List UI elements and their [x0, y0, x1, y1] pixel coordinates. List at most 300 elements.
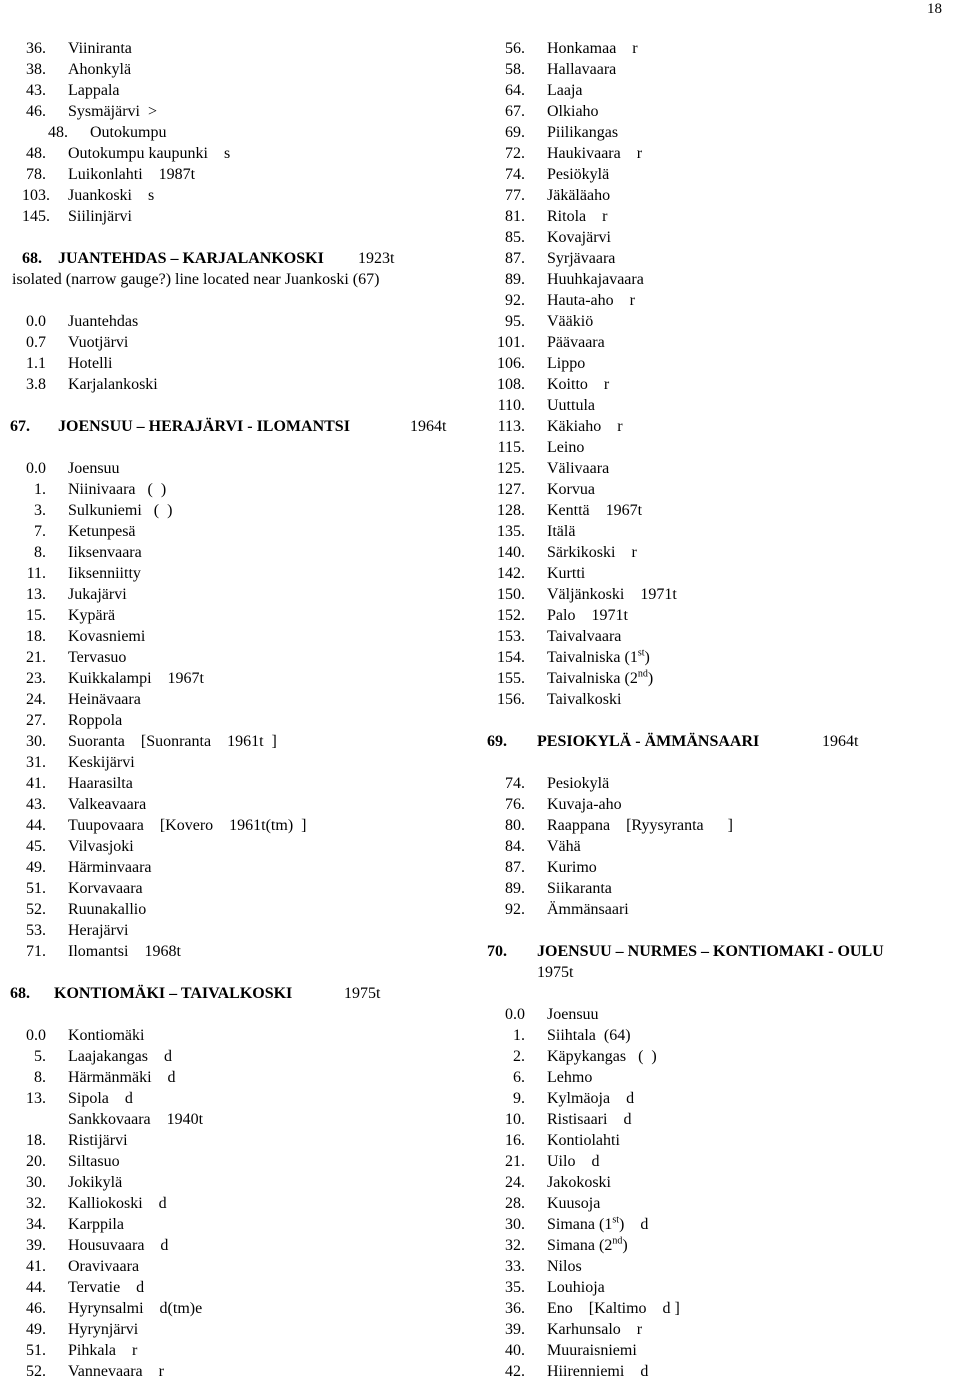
list-item: [487, 899, 947, 920]
station-number: 67.: [505, 103, 525, 120]
list-item: [487, 1088, 947, 1109]
station-name-text: Iiksenvaara: [68, 544, 142, 561]
station-name: [547, 689, 621, 710]
station-name: [68, 1025, 144, 1046]
station-number: 43.: [26, 82, 46, 99]
station-number: 0.7: [26, 334, 46, 351]
station-number: 140.: [497, 544, 525, 561]
station-name-text: Sankkovaara 1940t: [68, 1111, 204, 1128]
station-name-text: Lippo: [547, 355, 586, 372]
station-number: 38.: [26, 61, 46, 78]
list-item: [22, 1067, 472, 1088]
list-item: [487, 1277, 947, 1298]
station-name: [68, 143, 230, 164]
station-name-text: Kontiomäki: [68, 1027, 145, 1044]
list-item: [22, 1319, 472, 1340]
list-item: [487, 1340, 947, 1361]
station-number: 0.0: [26, 460, 46, 477]
station-name-text: Haukivaara r: [547, 145, 643, 162]
station-name-text: Vuotjärvi: [68, 334, 129, 351]
station-number: 0.0: [505, 1006, 525, 1023]
list-item: [22, 920, 472, 941]
station-number: 76.: [505, 796, 525, 813]
station-number: 153.: [497, 628, 525, 645]
station-name: [68, 80, 120, 101]
list-item: [487, 1298, 947, 1319]
station-name: [547, 143, 642, 164]
station-number: 11.: [26, 565, 46, 582]
station-name: [547, 353, 585, 374]
section-number: 68.: [10, 985, 30, 1002]
list-item: [487, 1256, 947, 1277]
station-name-text: Ristijärvi: [68, 1132, 128, 1149]
station-name: [68, 521, 136, 542]
station-name-text: Housuvaara d: [68, 1237, 169, 1254]
station-name: [90, 122, 166, 143]
station-name-text: Niinivaara ( ): [68, 481, 167, 498]
station-name-text: Lehmo: [547, 1069, 593, 1086]
list-item: [22, 710, 472, 731]
station-name-text: Päävaara: [547, 334, 605, 351]
list-item: [487, 647, 947, 668]
station-number: 1.: [513, 1027, 525, 1044]
list-item: [487, 122, 947, 143]
list-item: [487, 479, 947, 500]
station-name-text: Kurtti: [547, 565, 586, 582]
list-item: [487, 1172, 947, 1193]
station-number: 39.: [505, 1321, 525, 1338]
station-name: [547, 542, 637, 563]
section-heading-68b: [10, 983, 472, 1004]
station-number: 154.: [497, 649, 525, 666]
section-number: 68.: [22, 250, 42, 267]
station-name-text: Eno [Kaltimo d ]: [547, 1300, 680, 1317]
station-number: 34.: [26, 1216, 46, 1233]
station-name-text: Outokumpu kaupunki s: [68, 145, 231, 162]
station-number: 46.: [26, 1300, 46, 1317]
station-number: 43.: [26, 796, 46, 813]
station-name: [547, 647, 650, 668]
station-name: [547, 1172, 611, 1193]
left-column: [10, 38, 472, 1382]
station-number: 20.: [26, 1153, 46, 1170]
station-name: [547, 794, 622, 815]
station-name-text: Kurimo: [547, 859, 597, 876]
list-item: [22, 1340, 472, 1361]
station-name-text: Jukajärvi: [68, 586, 127, 603]
station-number: 27.: [26, 712, 46, 729]
section-title: JOENSUU – NURMES – KONTIOMAKI - OULU: [537, 943, 884, 960]
list-item: [22, 731, 472, 752]
station-number: 45.: [26, 838, 46, 855]
station-name-text: Hiirenniemi d: [547, 1363, 649, 1380]
station-name-text: Valkeavaara: [68, 796, 147, 813]
station-name: [68, 920, 128, 941]
station-name: [547, 1004, 599, 1025]
station-name-text: Siltasuo: [68, 1153, 120, 1170]
station-name: [547, 437, 584, 458]
station-number: 89.: [505, 880, 525, 897]
station-number: 32.: [505, 1237, 525, 1254]
station-name: [547, 227, 611, 248]
station-number: 46.: [26, 103, 46, 120]
station-name-text: Palo 1971t: [547, 607, 628, 624]
list-item: [22, 815, 472, 836]
station-name-text: Syrjävaara: [547, 250, 616, 267]
station-number: 8.: [34, 1069, 46, 1086]
station-name: [68, 164, 195, 185]
list-item: [22, 1361, 472, 1382]
station-number: 31.: [26, 754, 46, 771]
station-name: [68, 1046, 172, 1067]
station-name: [547, 1319, 642, 1340]
station-name-text: Luikonlahti 1987t: [68, 166, 196, 183]
station-name-text: Ilomantsi 1968t: [68, 943, 181, 960]
station-name-text: Ämmänsaari: [547, 901, 629, 918]
station-name-text: Tuupovaara [Kovero 1961t(tm) ]: [68, 817, 307, 834]
list-item: [22, 668, 472, 689]
station-name-text: Sulkuniemi ( ): [68, 502, 173, 519]
station-number: 5.: [34, 1048, 46, 1065]
list-item: [22, 1151, 472, 1172]
list-item: [487, 542, 947, 563]
station-name: [547, 563, 585, 584]
station-name-text: Hallavaara: [547, 61, 617, 78]
station-name-text: Kalliokoski d: [68, 1195, 167, 1212]
station-name-text: Jäkäläaho: [547, 187, 611, 204]
station-name: [68, 584, 127, 605]
station-name-text: Kuvaja-aho: [547, 796, 622, 813]
station-name-text: Vääkiö: [547, 313, 594, 330]
station-number: 127.: [497, 481, 525, 498]
station-number: 113.: [497, 418, 525, 435]
station-number: 95.: [505, 313, 525, 330]
station-number: 1.: [34, 481, 46, 498]
station-number: 13.: [26, 1090, 46, 1107]
station-name-text: Muuraisniemi: [547, 1342, 637, 1359]
list-item: [22, 1130, 472, 1151]
station-name: [547, 374, 609, 395]
station-number: 42.: [505, 1363, 525, 1380]
station-name-text: Nilos: [547, 1258, 582, 1275]
station-name: [547, 101, 599, 122]
section-title: JUANTEHDAS – KARJALANKOSKI: [58, 250, 324, 267]
station-name: [547, 164, 609, 185]
list-item: [487, 500, 947, 521]
station-number: 36.: [26, 40, 46, 57]
station-name: [68, 731, 277, 752]
station-name: [68, 878, 143, 899]
station-name: [547, 122, 618, 143]
station-name: [68, 542, 142, 563]
station-number: 48.: [26, 145, 46, 162]
station-name-text: Iiksenniitty: [68, 565, 141, 582]
station-number: 69.: [505, 124, 525, 141]
station-name: [68, 941, 181, 962]
station-name-text: Kuusoja: [547, 1195, 601, 1212]
station-name-text: Leino: [547, 439, 585, 456]
station-number: 51.: [26, 880, 46, 897]
station-name: [68, 1319, 138, 1340]
list-item: [487, 164, 947, 185]
station-number: 49.: [26, 859, 46, 876]
station-name: [547, 584, 677, 605]
station-name: [547, 773, 609, 794]
list-item: [22, 584, 472, 605]
station-name: [547, 857, 597, 878]
station-name-text: Taivalvaara: [547, 628, 622, 645]
list-item: [22, 374, 472, 395]
list-item: [487, 59, 947, 80]
station-number: 103.: [22, 187, 50, 204]
station-number: 58.: [505, 61, 525, 78]
station-number: 87.: [505, 859, 525, 876]
ordinal-suffix: nd: [612, 1235, 623, 1247]
station-name-text: Jakokoski: [547, 1174, 611, 1191]
page-number: 18: [927, 1, 942, 17]
list-item: [487, 857, 947, 878]
station-name: [68, 668, 204, 689]
station-name-text: Käkiaho r: [547, 418, 623, 435]
station-name: [68, 1172, 122, 1193]
station-name-text: Kovasniemi: [68, 628, 146, 645]
list-item: [22, 1298, 472, 1319]
station-number: 9.: [513, 1090, 525, 1107]
station-number: 155.: [497, 670, 525, 687]
list-item: [487, 80, 947, 101]
station-name-text: Jokikylä: [68, 1174, 123, 1191]
station-name: [547, 1109, 631, 1130]
station-name: [547, 395, 595, 416]
station-number: 142.: [497, 565, 525, 582]
station-number: 30.: [26, 1174, 46, 1191]
station-name: [68, 374, 158, 395]
right-column: [487, 38, 947, 1382]
station-name-text: Joensuu: [68, 460, 120, 477]
list-item: [22, 38, 472, 59]
station-number: 8.: [34, 544, 46, 561]
station-name-text: Ketunpesä: [68, 523, 136, 540]
list-item: [22, 311, 472, 332]
station-number: 40.: [505, 1342, 525, 1359]
station-name-text: Louhioja: [547, 1279, 605, 1296]
station-name: [68, 59, 131, 80]
list-item: [22, 752, 472, 773]
station-name: [547, 1088, 634, 1109]
station-name: [547, 1214, 648, 1235]
station-name: [547, 1235, 628, 1256]
list-item: [487, 1361, 947, 1382]
station-name-text: Kypärä: [68, 607, 116, 624]
ordinal-suffix: nd: [637, 668, 648, 680]
list-item: [487, 1109, 947, 1130]
station-number: 77.: [505, 187, 525, 204]
station-name: [68, 38, 132, 59]
station-name: [547, 290, 635, 311]
station-number: 135.: [497, 523, 525, 540]
station-number: 156.: [497, 691, 525, 708]
station-name-text: Heinävaara: [68, 691, 141, 708]
station-name-text: Kontiolahti: [547, 1132, 620, 1149]
section-heading-67: [10, 416, 472, 437]
station-number: 10.: [505, 1111, 525, 1128]
list-item: [487, 521, 947, 542]
station-name-text: Välivaara: [547, 460, 610, 477]
station-name-text: Ruunakallio: [68, 901, 147, 918]
list-item: [22, 626, 472, 647]
station-number: 13.: [26, 586, 46, 603]
station-number: 6.: [513, 1069, 525, 1086]
list-item: [487, 437, 947, 458]
station-number: 52.: [26, 901, 46, 918]
station-name-text: Laaja: [547, 82, 583, 99]
list-item: [22, 458, 472, 479]
station-name-text: Ahonkylä: [68, 61, 132, 78]
section-year: 1975t: [344, 985, 381, 1002]
list-item: [487, 1025, 947, 1046]
list-item: [487, 836, 947, 857]
list-item: [487, 458, 947, 479]
station-number: 108.: [497, 376, 525, 393]
station-name-text: Uilo d: [547, 1153, 600, 1170]
station-name: [68, 1193, 167, 1214]
station-number: 115.: [497, 439, 525, 456]
station-number: 81.: [505, 208, 525, 225]
station-name: [68, 1298, 202, 1319]
station-name-text: Olkiaho: [547, 103, 599, 120]
station-name-text: Pesiökylä: [547, 166, 610, 183]
station-name: [68, 332, 128, 353]
list-item: [22, 941, 472, 962]
station-name: [68, 206, 132, 227]
station-name-suffix: ): [647, 670, 654, 687]
station-name-text: Sysmäjärvi >: [68, 103, 158, 120]
station-name: [547, 248, 615, 269]
list-item: [22, 479, 472, 500]
station-name-text: Uuttula: [547, 397, 595, 414]
station-name-text: Haarasilta: [68, 775, 133, 792]
station-number: 128.: [497, 502, 525, 519]
station-name-text: Roppola: [68, 712, 123, 729]
list-item: [22, 353, 472, 374]
station-name: [547, 626, 621, 647]
station-number: 78.: [26, 166, 46, 183]
station-name: [68, 458, 120, 479]
station-name-text: Juankoski s: [68, 187, 155, 204]
station-number: 32.: [26, 1195, 46, 1212]
station-name-text: Sipola d: [68, 1090, 133, 1107]
station-name-text: Taivalniska (2: [547, 670, 638, 687]
station-name: [68, 185, 154, 206]
station-number: 41.: [26, 1258, 46, 1275]
station-name: [547, 899, 629, 920]
station-number: 80.: [505, 817, 525, 834]
station-name: [68, 605, 115, 626]
station-name: [547, 815, 733, 836]
station-name: [68, 1277, 144, 1298]
station-name-text: Honkamaa r: [547, 40, 638, 57]
station-number: 106.: [497, 355, 525, 372]
list-item: [487, 626, 947, 647]
list-item: [22, 164, 472, 185]
station-name: [547, 38, 638, 59]
section-year: 1923t: [358, 250, 395, 267]
station-name-text: Tervasuo: [68, 649, 127, 666]
station-name-suffix: ): [644, 649, 650, 666]
station-name: [68, 836, 134, 857]
section-heading-70: [487, 941, 947, 962]
station-name-text: Väljänkoski 1971t: [547, 586, 677, 603]
station-name: [547, 1067, 592, 1088]
station-name: [547, 1025, 631, 1046]
station-list-b: [487, 38, 947, 710]
list-item: [22, 542, 472, 563]
station-name: [547, 80, 583, 101]
station-number: 35.: [505, 1279, 525, 1296]
list-item: [22, 185, 472, 206]
station-name: [547, 878, 612, 899]
station-list-67: [22, 458, 472, 962]
section-note: isolated (narrow gauge?) line located near Juankoski (67): [12, 271, 380, 288]
list-item: [22, 605, 472, 626]
station-number: 64.: [505, 82, 525, 99]
station-name: [68, 1214, 124, 1235]
station-name-text: Viiniranta: [68, 40, 132, 57]
station-name-text: Härmänmäki d: [68, 1069, 176, 1086]
station-name: [547, 1256, 582, 1277]
list-item: [487, 395, 947, 416]
station-name-text: Oravivaara: [68, 1258, 140, 1275]
station-name: [68, 1340, 137, 1361]
list-item: [487, 185, 947, 206]
station-name-text: Ritola r: [547, 208, 608, 225]
station-number: 92.: [505, 901, 525, 918]
section-number: 67.: [10, 418, 30, 435]
station-number: 56.: [505, 40, 525, 57]
list-item: [487, 353, 947, 374]
station-name: [68, 1256, 139, 1277]
list-item: [487, 878, 947, 899]
list-item: [487, 794, 947, 815]
station-number: 21.: [505, 1153, 525, 1170]
section-title: PESIOKYLÄ - ÄMMÄNSAARI: [537, 733, 760, 750]
station-number: 125.: [497, 460, 525, 477]
station-name: [547, 1046, 657, 1067]
list-item: [487, 1130, 947, 1151]
station-number: 150.: [497, 586, 525, 603]
list-item: [22, 1235, 472, 1256]
station-name: [68, 773, 133, 794]
list-item: [487, 689, 947, 710]
station-name-text: Pesiokylä: [547, 775, 610, 792]
station-number: 49.: [26, 1321, 46, 1338]
list-item: [22, 143, 472, 164]
station-number: 101.: [497, 334, 525, 351]
station-name-text: Kenttä 1967t: [547, 502, 643, 519]
list-item: [487, 815, 947, 836]
station-name: [547, 332, 605, 353]
list-item: [22, 101, 472, 122]
station-name-text: Keskijärvi: [68, 754, 135, 771]
station-name-text: Joensuu: [547, 1006, 599, 1023]
station-name-text: Laajakangas d: [68, 1048, 172, 1065]
station-number: 89.: [505, 271, 525, 288]
section-heading-69: [487, 731, 947, 752]
station-number: 74.: [505, 166, 525, 183]
station-name-text: Piilikangas: [547, 124, 619, 141]
station-number: 39.: [26, 1237, 46, 1254]
station-name-text: Simana (1: [547, 1216, 613, 1233]
